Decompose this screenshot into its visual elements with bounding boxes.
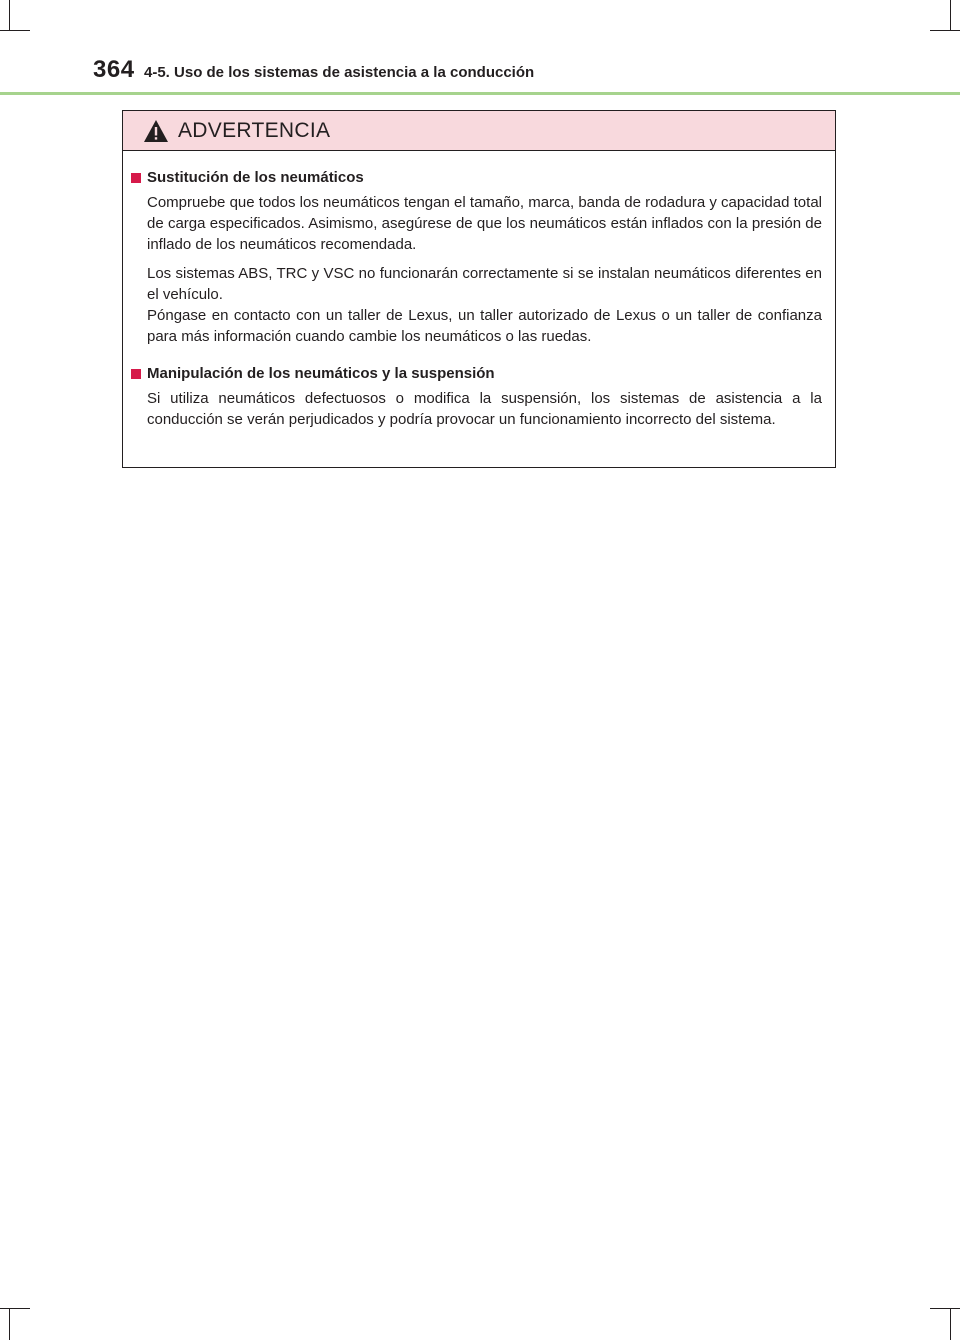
- crop-mark-bottom-left-h: [0, 1308, 30, 1309]
- section-heading-text: Sustitución de los neumáticos: [147, 169, 364, 186]
- warning-triangle-icon: [143, 119, 169, 143]
- crop-mark-bottom-left-v: [9, 1308, 10, 1340]
- bullet-square-icon: [131, 369, 141, 379]
- warning-body: [123, 151, 835, 430]
- section-title: 4-5. Uso de los sistemas de asistencia a la conducción: [144, 64, 535, 81]
- warning-header: [123, 111, 835, 151]
- paragraph: Los sistemas ABS, TRC y VSC no funcionarán correctamente si se instalan neumáticos diferentes en el vehículo.: [147, 265, 822, 303]
- crop-mark-bottom-right-v: [950, 1308, 951, 1340]
- paragraph: Compruebe que todos los neumáticos tengan el tamaño, marca, banda de rodadura y capacidad total de carga especificados. Asimismo, asegúrese de que los neumáticos están inflados con la presión de inflado de los neumáticos recomendada.: [147, 194, 822, 253]
- crop-mark-top-left-h: [0, 30, 30, 31]
- bullet-square-icon: [131, 173, 141, 183]
- section-heading-tires: [131, 169, 822, 186]
- crop-mark-bottom-right-h: [930, 1308, 960, 1309]
- crop-mark-top-right-v: [950, 0, 951, 30]
- section-heading-suspension: [131, 365, 822, 382]
- paragraph: Póngase en contacto con un taller de Lexus, un taller autorizado de Lexus o un taller de confianza para más información cuando cambie los neumáticos o las ruedas.: [147, 307, 822, 345]
- header-rule: [0, 92, 960, 95]
- warning-title: ADVERTENCIA: [178, 118, 331, 142]
- page-number: 364: [93, 56, 135, 83]
- warning-box: [122, 110, 836, 468]
- section-heading-text: Manipulación de los neumáticos y la suspensión: [147, 365, 495, 382]
- crop-mark-top-right-h: [930, 30, 960, 31]
- crop-mark-top-left-v: [9, 0, 10, 30]
- paragraph: Si utiliza neumáticos defectuosos o modifica la suspensión, los sistemas de asistencia a la conducción se verán perjudicados y podría provocar un funcionamiento incorrecto del sistema.: [147, 390, 822, 428]
